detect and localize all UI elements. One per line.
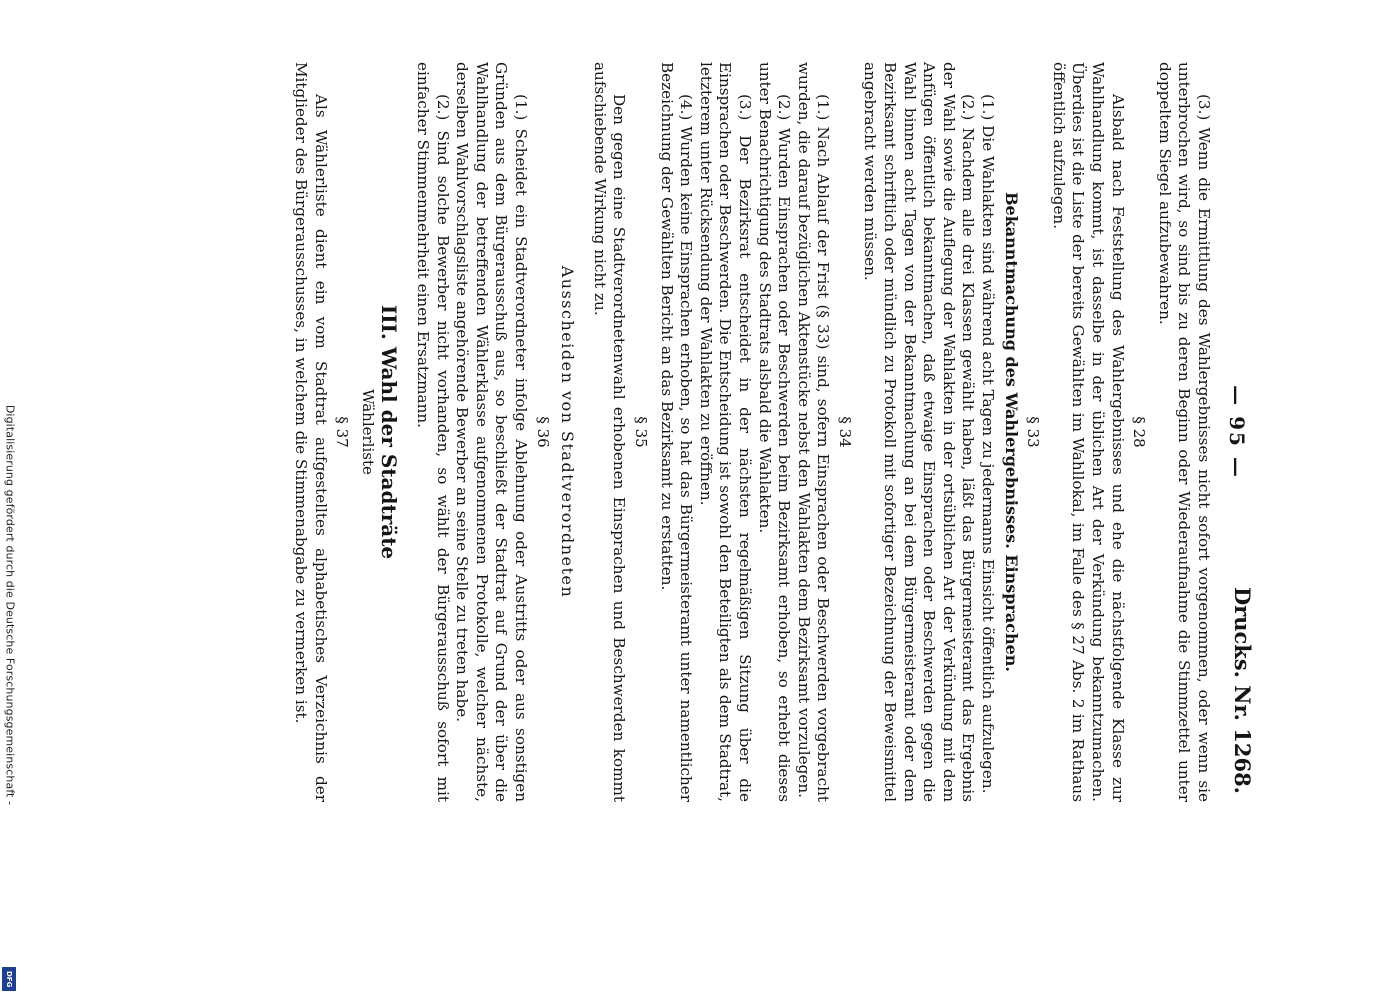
credit-strip xyxy=(0,0,20,1000)
credit-text: Digitalisierung gefördert durch die Deutsche Forschungsgemeinschaft - xyxy=(3,404,17,806)
section-33-title: Bekanntmachung des Wahlergebnisses. Einsprachen. xyxy=(1001,192,1021,672)
section-36-paragraph-1: (1.) Scheidet ein Stadtverordneter infolge Ablehnung oder Austritts oder aus sonstigen Gründen aus dem Bürgerausschuß aus, so beschließt der Stadtrat auf Grund der über die Wahlhandlung der betreffenden Wählerklasse aufgenommenen Protokolle, welcher nächste, derselben Wahlvorschlagsliste angehörende Bewerber an seine Stelle zu treten habe. xyxy=(453,62,530,802)
section-sign-36: § 36 xyxy=(533,416,552,448)
page-body xyxy=(290,62,1213,802)
section-34-paragraph-2: (2.) Wurden Einsprachen oder Beschwerden beim Bezirksamt erhoben, so erhebt dieses unter Benachrichtigung des Stadtrats alsbald die Wahlakten. xyxy=(755,62,794,802)
paragraph-intro: (3.) Wenn die Ermittlung des Wahlergebnisses nicht sofort vorgenommen, oder wenn sie unterbrochen wird, so sind bis zu deren Beginn oder Wiederaufnahme die Stimmzettel unter doppeltem Siegel aufzubewahren. xyxy=(1155,62,1213,802)
section-sign-34: § 34 xyxy=(835,416,854,448)
section-35-text: Den gegen eine Stadtverordnetenwahl erhobenen Einsprachen und Beschwerden kommt aufschiebende Wirkung nicht zu. xyxy=(590,62,629,802)
section-34-paragraph-3: (3.) Der Bezirksrat entscheidet in der nächsten regelmäßigen Sitzung über die Einsprachen oder Beschwerden. Die Entscheidung ist sowohl den Beteiligten als dem Stadtrat, letzterem unter Rücksendung der Wahlakten zu eröffnen. xyxy=(696,62,754,802)
section-34-paragraph-4: (4.) Wurden keine Einsprachen erhoben, so hat das Bürgermeisteramt unter namentlicher Bezeichnung der Gewählten Bericht an das Bezirksamt zu erstatten. xyxy=(657,62,696,802)
section-sign-35: § 35 xyxy=(631,416,650,448)
section-36-paragraph-2: (2.) Sind solche Bewerber nicht vorhanden, so wählt der Bürgerausschuß sofort mit einfacher Stimmenmehrheit einen Ersatzmann. xyxy=(414,62,452,802)
section-34-paragraph-1: (1.) Nach Ablauf der Frist (§ 33) sind, sofern Einsprachen oder Beschwerden vorgebracht wurden, die darauf bezüglichen Aktenstücke nebst den Wahlakten dem Bezirksamt vorzulegen. xyxy=(794,62,833,802)
section-sign-37: § 37 xyxy=(333,416,352,448)
section-28-text: Alsbald nach Feststellung des Wahlergebnisses und ehe die nächstfolgende Klasse zur Wahlhandlung kommt, ist dasselbe in der üblichen Art der Verkündung bekanntzumachen. Überdies ist die Liste der bereits Gewählten im Wahllokal, im Falle des § 27 Abs. 2 im Rathaus öffentlich aufzulegen. xyxy=(1049,62,1127,802)
document-page xyxy=(105,62,1255,802)
section-33-paragraph-1: (1.) Die Wahlakten sind während acht Tagen zu jedermanns Einsicht öffentlich aufzulegen. xyxy=(979,94,998,794)
section-36-title: Ausscheiden von Stadtverordneten xyxy=(558,265,578,599)
page-header xyxy=(1213,62,1255,802)
dfg-logo: DFG xyxy=(2,967,16,991)
section-33-paragraph-2: (2.) Nachdem alle drei Klassen gewählt haben, läßt das Bürgermeisteramt das Ergebnis der Wahl sowie die Auflegung der Wahlakten in der ortsüblichen Art der Verkündung mit dem Anfügen öffentlich bekanntmachen, daß etwaige Einsprachen oder Beschwerden gegen die Wahl binnen acht Tagen von der Bekanntmachung an bei dem Bürgermeisteramt oder dem Bezirksamt schriftlich oder mündlich zu Protokoll mit sofortiger Bezeichnung der Beweismittel angebracht werden müssen. xyxy=(861,62,978,802)
document-id: Drucks. Nr. 1268. xyxy=(1230,586,1255,794)
section-37-text: Als Wählerliste dient ein vom Stadtrat aufgestelltes alphabetisches Verzeichnis der Mitglieder des Bürgerausschusses, in welchem die Stimmenabgabe zu vermerken ist. xyxy=(292,62,330,802)
section-sign-28: § 28 xyxy=(1130,416,1149,448)
section-sign-33: § 33 xyxy=(1024,416,1043,448)
chapter-title: III. Wahl der Stadträte xyxy=(377,304,402,560)
chapter-subtitle: Wählerliste xyxy=(358,389,377,475)
page-number: — 95 — xyxy=(1225,385,1249,479)
